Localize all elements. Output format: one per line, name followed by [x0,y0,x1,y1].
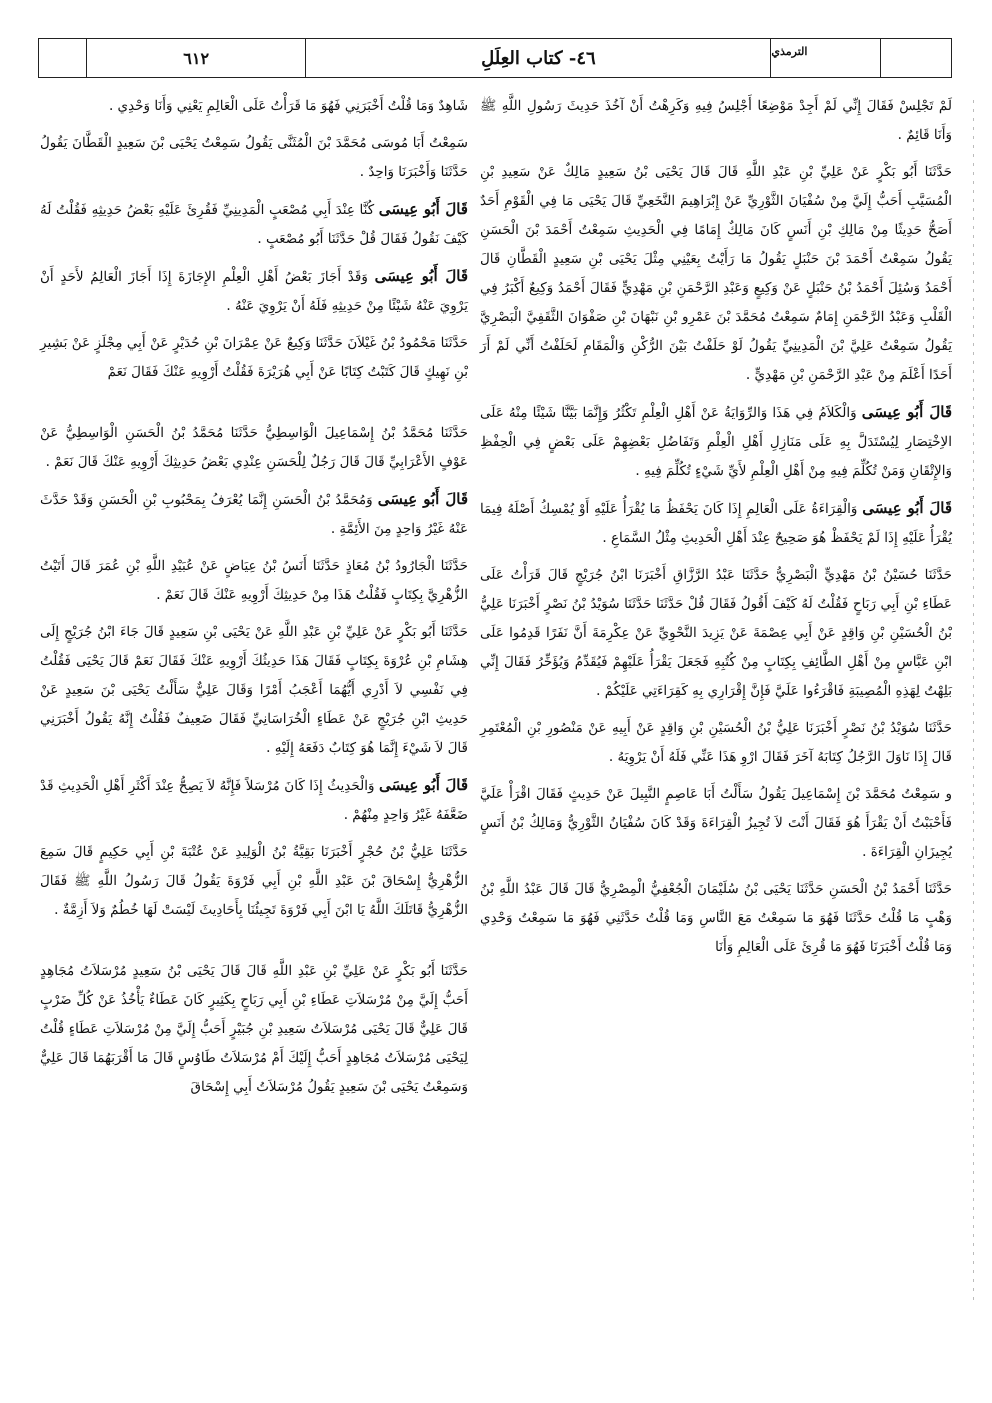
paragraph-text: حَدَّثَنَا حُسَيْنُ بْنُ مَهْدِيٍّ الْبَصْرِيُّ حَدَّثَنَا عَبْدُ الرَّزَّاقِ أَخْبَرَنَا ابْنُ جُرَيْجٍ قَالَ قَرَأْتُ عَلَى عَطَاءِ بْنِ أَبِي رَبَاحٍ فَقُلْتُ لَهُ كَيْفَ أَقُولُ فَقَالَ قُلْ حَدَّثَنَا حَدَّثَنَا سُوَيْدُ بْنُ نَصْرٍ أَخْبَرَنَا عَلِيُّ بْنُ الْحُسَيْنِ بْنِ وَاقِدٍ عَنْ أَبِي عِصْمَةَ عَنْ يَزِيدَ النَّحْوِيِّ عَنْ عِكْرِمَةَ أَنَّ نَفَرًا قَدِمُوا عَلَى ابْنِ عَبَّاسٍ مِنْ أَهْلِ الطَّائِفِ بِكِتَابٍ مِنْ كُتُبِهِ فَجَعَلَ يَقْرَأُ عَلَيْهِمْ فَيُقَدِّمُ وَيُؤَخِّرُ فَقَالَ إِنِّي بَلِهْتُ لِهَذِهِ الْمُصِيبَةِ فَاقْرَءُوا عَلَيَّ فَإِنَّ إِقْرَارِي بِهِ كَقِرَاءَتِي عَلَيْكُمْ . [480,567,952,699]
text-paragraph [480,875,952,962]
text-paragraph [40,92,468,121]
left-text-column [40,92,468,1110]
paragraph-text: وَالْقِرَاءَةُ عَلَى الْعَالِمِ إِذَا كَانَ يَحْفَظُ مَا يُقْرَأُ عَلَيْهِ أَوْ يُمْسِكُ أَصْلَهُ فِيمَا يُقْرَأُ عَلَيْهِ إِذَا لَمْ يَحْفَظْ هُوَ صَحِيحٌ عِنْدَ أَهْلِ الْحَدِيثِ مِثْلُ السَّمَاعِ . [480,501,952,546]
paragraph-text: حَدَّثَنَا مُحَمَّدُ بْنُ إِسْمَاعِيلَ الْوَاسِطِيُّ حَدَّثَنَا مُحَمَّدُ بْنُ الْحَسَنِ الْوَاسِطِيُّ عَنْ عَوْفٍ الأَعْرَابِيِّ قَالَ قَالَ رَجُلٌ لِلْحَسَنِ عِنْدِي بَعْضُ حَدِيثِكَ أَرْوِيهِ عَنْكَ قَالَ نَعَمْ . [40,425,468,470]
speaker-label: قَالَ أَبُو عِيسَى [862,499,952,517]
paragraph-text: حَدَّثَنَا أَبُو بَكْرٍ عَنْ عَلِيِّ بْنِ عَبْدِ اللَّهِ عَنْ يَحْيَى بْنِ سَعِيدٍ قَالَ جَاءَ ابْنُ جُرَيْجٍ إِلَى هِشَامِ بْنِ عُرْوَةَ بِكِتَابٍ فَقَالَ هَذَا حَدِيثُكَ أَرْوِيهِ عَنْكَ فَقَالَ نَعَمْ قَالَ يَحْيَى فَقُلْتُ فِي نَفْسِي لاَ أَدْرِي أَيُّهُمَا أَعْجَبُ أَمْرًا وَقَالَ عَلِيٌّ سَأَلْتُ يَحْيَى بْنَ سَعِيدٍ عَنْ حَدِيثِ ابْنِ جُرَيْجٍ عَنْ عَطَاءٍ الْخُرَاسَانِيِّ فَقَالَ ضَعِيفٌ فَقُلْتُ إِنَّهُ يَقُولُ أَخْبَرَنِي قَالَ لاَ شَيْءَ إِنَّمَا هُوَ كِتَابٌ دَفَعَهُ إِلَيْهِ . [40,624,468,756]
right-text-column [480,92,952,970]
paragraph-text: حَدَّثَنَا أَبُو بَكْرٍ عَنْ عَلِيِّ بْنِ عَبْدِ اللَّهِ قَالَ قَالَ يَحْيَى بْنُ سَعِيدٍ مَالِكٌ عَنْ سَعِيدِ بْنِ الْمُسَيَّبِ أَحَبُّ إِلَيَّ مِنْ سُفْيَانَ الثَّوْرِيِّ عَنْ إِبْرَاهِيمَ النَّخَعِيِّ قَالَ يَحْيَى مَا فِي الْقَوْمِ أَحَدٌ أَصَحُّ حَدِيثًا مِنْ مَالِكِ بْنِ أَنَسٍ كَانَ مَالِكٌ إِمَامًا فِي الْحَدِيثِ سَمِعْتُ أَحْمَدَ بْنَ الْحَسَنِ يَقُولُ سَمِعْتُ أَحْمَدَ بْنَ حَنْبَلٍ يَقُولُ مَا رَأَيْتُ بِعَيْنِي مِثْلَ يَحْيَى بْنِ سَعِيدٍ الْقَطَّانِ قَالَ أَحْمَدُ وَسُئِلَ أَحْمَدُ بْنُ حَنْبَلٍ عَنْ وَكِيعٍ وَعَبْدِ الرَّحْمَنِ بْنِ مَهْدِيٍّ فَقَالَ أَحْمَدُ وَكِيعٌ أَكْبَرُ فِي الْقَلْبِ وَعَبْدُ الرَّحْمَنِ إِمَامٌ سَمِعْتُ مُحَمَّدَ بْنَ عَمْرِو بْنِ نَبْهَانَ بْنِ صَفْوَانَ الثَّقَفِيَّ الْبَصْرِيَّ يَقُولُ سَمِعْتُ عَلِيَّ بْنَ الْمَدِينِيِّ يَقُولُ لَوْ حَلَفْتُ بَيْنَ الرُّكْنِ وَالْمَقَامِ لَحَلَفْتُ أَنِّي لَمْ أَرَ أَحَدًا أَعْلَمَ مِنْ عَبْدِ الرَّحْمَنِ بْنِ مَهْدِيٍّ . [480,164,952,383]
text-paragraph [40,195,468,254]
paragraph-text: حَدَّثَنَا أَبُو بَكْرٍ عَنْ عَلِيِّ بْنِ عَبْدِ اللَّهِ قَالَ قَالَ يَحْيَى بْنُ سَعِيدٍ مُرْسَلاَتُ مُجَاهِدٍ أَحَبُّ إِلَيَّ مِنْ مُرْسَلاَتِ عَطَاءِ بْنِ أَبِي رَبَاحٍ بِكَثِيرٍ كَانَ عَطَاءٌ يَأْخُذُ عَنْ كُلِّ ضَرْبٍ قَالَ عَلِيٌّ قَالَ يَحْيَى مُرْسَلاَتُ سَعِيدِ بْنِ جُبَيْرٍ أَحَبُّ إِلَيَّ مِنْ مُرْسَلاَتِ عَطَاءٍ قُلْتُ لِيَحْيَى مُرْسَلاَتُ مُجَاهِدٍ أَحَبُّ إِلَيْكَ أَمْ مُرْسَلاَتُ طَاوُسٍ قَالَ مَا أَقْرَبَهُمَا قَالَ عَلِيٌّ وَسَمِعْتُ يَحْيَى بْنَ سَعِيدٍ يَقُولُ مُرْسَلاَتُ أَبِي إِسْحَاقَ [40,963,468,1095]
paragraph-text: وَالْحَدِيثُ إِذَا كَانَ مُرْسَلاً فَإِنَّهُ لاَ يَصِحُّ عِنْدَ أَكْثَرِ أَهْلِ الْحَدِيثِ قَدْ ضَعَّفَهُ غَيْرُ وَاحِدٍ مِنْهُمْ . [40,778,468,823]
paragraph-text: شَاهِدٌ وَمَا قُلْتُ أَخْبَرَنِي فَهُوَ مَا قَرَأْتُ عَلَى الْعَالِمِ يَعْنِي وَأَنَا وَحْدِي . [108,98,468,114]
paragraph-text: وَمُحَمَّدُ بْنُ الْحَسَنِ إِنَّمَا يُعْرَفُ بِمَحْبُوبِ بْنِ الْحَسَنِ وَقَدْ حَدَّثَ عَنْهُ غَيْرُ وَاحِدٍ مِنَ الأَئِمَّةِ . [40,492,468,537]
text-paragraph [480,398,952,486]
speaker-label: قَالَ أَبُو عِيسَى [377,490,468,508]
page-edge-shadow [973,100,974,1300]
text-paragraph [480,780,952,867]
speaker-label: قَالَ أَبُو عِيسَى [379,776,468,794]
text-paragraph [480,494,952,553]
paragraph-gap [40,395,468,419]
speaker-label: قَالَ أَبُو عِيسَى [378,200,468,218]
text-paragraph [40,618,468,763]
text-paragraph [40,838,468,925]
text-paragraph [40,485,468,544]
paragraph-text: حَدَّثَنَا أَحْمَدُ بْنُ الْحَسَنِ حَدَّثَنَا يَحْيَى بْنُ سُلَيْمَانَ الْجُعْفِيُّ الْمِصْرِيُّ قَالَ قَالَ عَبْدُ اللَّهِ بْنُ وَهْبٍ مَا قُلْتُ حَدَّثَنَا فَهُوَ مَا سَمِعْتُ مَعَ النَّاسِ وَمَا قُلْتُ حَدَّثَنِي فَهُوَ مَا سَمِعْتُ وَحْدِي وَمَا قُلْتُ أَخْبَرَنَا فَهُوَ مَا قُرِئَ عَلَى الْعَالِمِ وَأَنَا [480,881,952,955]
page-number: ٦١٢ [87,39,307,77]
paragraph-text: لَمْ تَجْلِسْ فَقَالَ إِنِّي لَمْ أَجِدْ مَوْضِعًا أَجْلِسُ فِيهِ وَكَرِهْتُ أَنْ آخُذَ حَدِيثَ رَسُولِ اللَّهِ ﷺ وَأَنَا قَائِمٌ . [480,98,952,143]
speaker-label: قَالَ أَبُو عِيسَى [861,403,952,421]
author-name: الترمذي [771,39,881,77]
text-paragraph [40,129,468,187]
paragraph-text: حَدَّثَنَا سُوَيْدُ بْنُ نَصْرٍ أَخْبَرَنَا عَلِيُّ بْنُ الْحُسَيْنِ بْنِ وَاقِدٍ عَنْ أَبِيهِ عَنْ مَنْصُورِ بْنِ الْمُعْتَمِرِ قَالَ إِذَا نَاوَلَ الرَّجُلُ كِتَابَهُ آخَرَ فَقَالَ ارْوِ هَذَا عَنِّي فَلَهُ أَنْ يَرْوِيَهُ . [480,720,952,765]
text-paragraph [480,561,952,706]
paragraph-text: حَدَّثَنَا عَلِيُّ بْنُ حُجْرٍ أَخْبَرَنَا بَقِيَّةُ بْنُ الْوَلِيدِ عَنْ عُتْبَةَ بْنِ أَبِي حَكِيمٍ قَالَ سَمِعَ الزُّهْرِيُّ إِسْحَاقَ بْنَ عَبْدِ اللَّهِ بْنِ أَبِي فَرْوَةَ يَقُولُ قَالَ رَسُولُ اللَّهِ ﷺ فَقَالَ الزُّهْرِيُّ قَاتَلَكَ اللَّهُ يَا ابْنَ أَبِي فَرْوَةَ تَجِيئُنَا بِأَحَادِيثَ لَيْسَتْ لَهَا خُطُمٌ وَلاَ أَزِمَّةٌ . [40,844,468,918]
speaker-label: قَالَ أَبُو عِيسَى [374,267,469,285]
text-paragraph [40,262,468,321]
text-paragraph [480,158,952,390]
page-header [38,38,952,78]
header-blank-left [39,39,87,77]
paragraph-gap [40,933,468,957]
paragraph-text: سَمِعْتُ أَبَا مُوسَى مُحَمَّدَ بْنَ الْمُثَنَّى يَقُولُ سَمِعْتُ يَحْيَى بْنَ سَعِيدٍ الْقَطَّانَ يَقُولُ حَدَّثَنَا وَأَخْبَرَنَا وَاحِدٌ . [40,135,468,180]
book-title: ٤٦- كتاب العِلَلِ [306,39,771,77]
text-paragraph [40,957,468,1102]
paragraph-text: و سَمِعْتُ مُحَمَّدَ بْنَ إِسْمَاعِيلَ يَقُولُ سَأَلْتُ أَبَا عَاصِمٍ النَّبِيلَ عَنْ حَدِيثٍ فَقَالَ اقْرَأْ عَلَيَّ فَأَحْبَبْتُ أَنْ يَقْرَأَ هُوَ فَقَالَ أَنْتَ لاَ تُجِيزُ الْقِرَاءَةَ وَقَدْ كَانَ سُفْيَانُ الثَّوْرِيُّ وَمَالِكُ بْنُ أَنَسٍ يُجِيزَانِ الْقِرَاءَةَ . [480,786,952,860]
header-blank-right [881,39,951,77]
text-paragraph [40,419,468,477]
paragraph-text: وَقَدْ أَجَازَ بَعْضُ أَهْلِ الْعِلْمِ الإِجَازَةَ إِذَا أَجَازَ الْعَالِمُ لأَحَدٍ أَنْ يَرْوِيَ عَنْهُ شَيْئًا مِنْ حَدِيثِهِ فَلَهُ أَنْ يَرْوِيَ عَنْهُ . [40,269,468,314]
text-paragraph [480,714,952,772]
text-paragraph [40,329,468,387]
text-paragraph [40,552,468,610]
paragraph-text: حَدَّثَنَا الْجَارُودُ بْنُ مُعَاذٍ حَدَّثَنَا أَنَسُ بْنُ عِيَاضٍ عَنْ عُبَيْدِ اللَّهِ بْنِ عُمَرَ قَالَ أَتَيْتُ الزُّهْرِيَّ بِكِتَابٍ فَقُلْتُ هَذَا مِنْ حَدِيثِكَ أَرْوِيهِ عَنْكَ قَالَ نَعَمْ . [40,558,468,603]
paragraph-text: حَدَّثَنَا مَحْمُودُ بْنُ غَيْلاَنَ حَدَّثَنَا وَكِيعٌ عَنْ عِمْرَانَ بْنِ حُدَيْرٍ عَنْ أَبِي مِجْلَزٍ عَنْ بَشِيرِ بْنِ نَهِيكٍ قَالَ كَتَبْتُ كِتَابًا عَنْ أَبِي هُرَيْرَةَ فَقُلْتُ أَرْوِيهِ عَنْكَ فَقَالَ نَعَمْ [40,335,468,380]
paragraph-text: وَالْكَلاَمُ فِي هَذَا وَالرِّوَايَةُ عَنْ أَهْلِ الْعِلْمِ تَكْثُرُ وَإِنَّمَا بَيَّنَّا شَيْئًا مِنْهُ عَلَى الاِخْتِصَارِ لِيُسْتَدَلَّ بِهِ عَلَى مَنَازِلِ أَهْلِ الْعِلْمِ وَتَفَاضُلِ بَعْضِهِمْ عَلَى بَعْضٍ فِي الْحِفْظِ وَالإِتْقَانِ وَمَنْ تُكُلِّمَ فِيهِ مِنْ أَهْلِ الْعِلْمِ لأَيِّ شَيْءٍ تُكُلِّمَ فِيهِ . [480,405,952,479]
text-paragraph [480,92,952,150]
text-paragraph [40,771,468,830]
paragraph-text: كُنَّا عِنْدَ أَبِي مُصْعَبٍ الْمَدِينِيِّ فَقُرِئَ عَلَيْهِ بَعْضُ حَدِيثِهِ فَقُلْتُ لَهُ كَيْفَ نَقُولُ فَقَالَ قُلْ حَدَّثَنَا أَبُو مُصْعَبٍ . [40,202,468,247]
